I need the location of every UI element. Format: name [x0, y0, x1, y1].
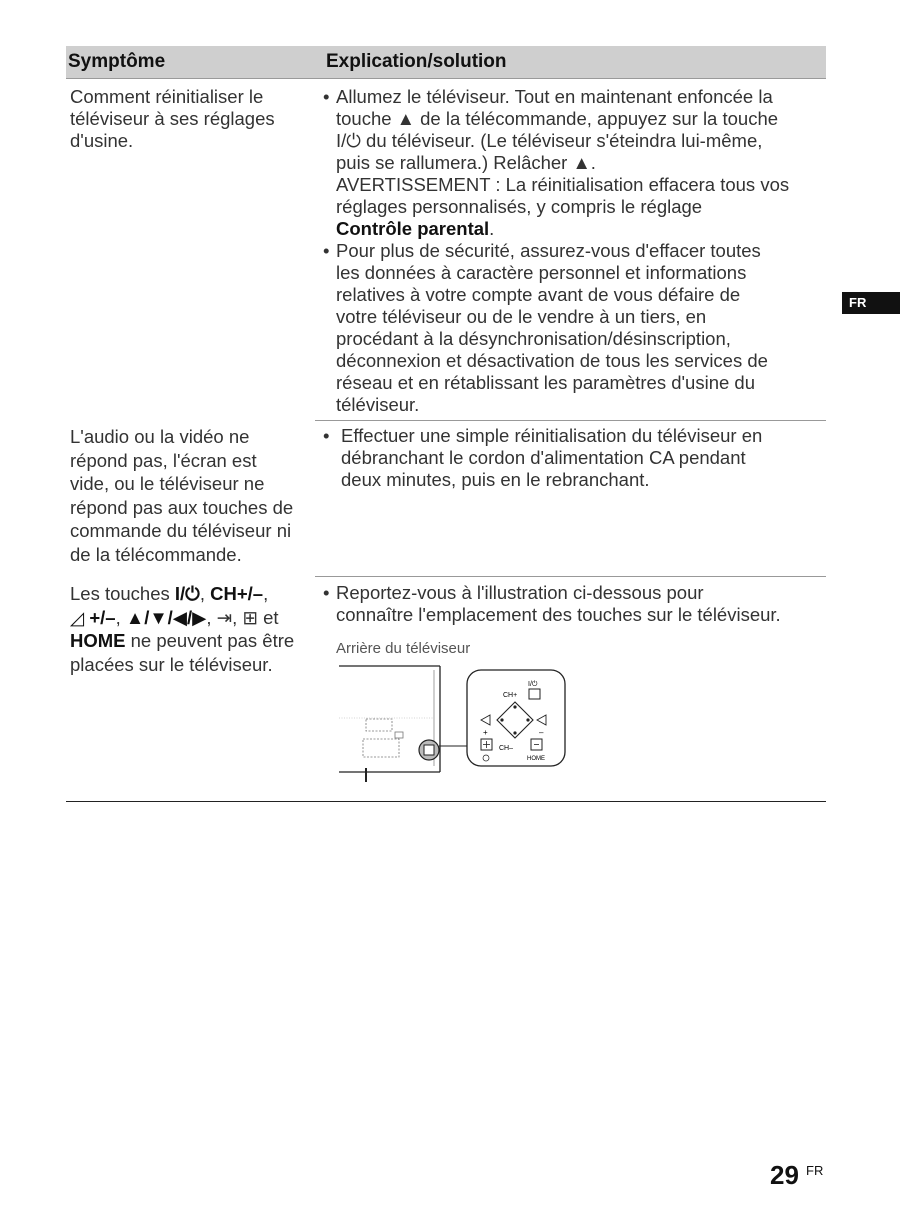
text-line: téléviseur à ses réglages: [70, 108, 275, 129]
text-line: d'usine.: [70, 130, 134, 151]
volume-key-label: ◿ +/–: [70, 606, 116, 628]
row1-symptom: [70, 86, 315, 152]
table-bottom-rule: [66, 801, 826, 802]
text-run: ,: [263, 583, 269, 604]
ch-key-label: CH+/–: [210, 583, 264, 604]
arrow-keys-label: ▲/▼/◀/▶: [125, 606, 207, 628]
text-line: [70, 582, 315, 606]
text-line: [70, 629, 315, 653]
power-label: I/⏻: [528, 681, 538, 688]
text-line: • Allumez le téléviseur. Tout en maintenant enfoncée la: [336, 86, 773, 107]
row2-explanation: [323, 425, 828, 491]
text-line: de la télécommande.: [70, 543, 242, 565]
text-line: [336, 218, 828, 240]
header-symptom: Symptôme: [68, 51, 166, 72]
text-line: procédant à la désynchronisation/désinscription,: [336, 328, 731, 349]
text-line: • Reportez-vous à l'illustration ci-dessous pour: [336, 582, 704, 603]
bullet-item: [323, 240, 828, 416]
row3-explanation: [323, 582, 828, 626]
text-line: • Pour plus de sécurité, assurez-vous d'effacer toutes: [336, 240, 761, 261]
text-line: relatives à votre compte avant de vous défaire de: [336, 284, 741, 305]
power-button-icon: [529, 689, 540, 699]
language-tab: [842, 292, 900, 314]
text-run: Les touches: [70, 583, 175, 604]
vol-plus-label: +: [483, 728, 488, 737]
text-line: connaître l'emplacement des touches sur le téléviseur.: [336, 604, 781, 625]
text-line: les données à caractère personnel et informations: [336, 262, 747, 283]
text-line: I/⏻ du téléviseur. (Le téléviseur s'éteindra lui-même,: [336, 130, 763, 151]
tv-rear-diagram: [333, 662, 568, 790]
text-line: placées sur le téléviseur.: [70, 653, 273, 675]
text-line: répond pas aux touches de: [70, 496, 294, 518]
zoom-indicator: [419, 740, 467, 760]
ch-minus-label: CH–: [499, 745, 514, 752]
text-line: vide, ou le téléviseur ne: [70, 473, 265, 494]
text-line: réseau et en rétablissant les paramètres d'usine du: [336, 372, 755, 393]
home-key-label: HOME: [70, 630, 126, 651]
text-run: ,: [115, 606, 126, 628]
text-line: touche ▲ de la télécommande, appuyez sur la touche: [336, 108, 779, 129]
table-header: [66, 46, 826, 79]
vol-minus-label: –: [539, 728, 544, 737]
text-line: deux minutes, puis en le rebranchant.: [341, 469, 650, 490]
power-key-label: I/⏻: [174, 583, 200, 604]
bullet-item: [323, 86, 828, 240]
home-label: HOME: [527, 756, 545, 762]
bullet-item: [323, 425, 828, 491]
text-line: puis se rallumera.) Relâcher ▲.: [336, 152, 596, 173]
text-line: votre téléviseur ou de le vendre à un tiers, en: [336, 306, 707, 327]
row-divider: [315, 576, 826, 577]
text-line: [70, 606, 315, 630]
header-explanation: Explication/solution: [326, 51, 507, 72]
row-divider: [315, 420, 826, 421]
punct: .: [489, 218, 495, 239]
row1-explanation: [323, 86, 828, 416]
page-language-suffix: FR: [806, 1163, 824, 1178]
text-line: téléviseur.: [336, 394, 420, 415]
text-line: L'audio ou la vidéo ne: [70, 426, 250, 447]
text-line: • Effectuer une simple réinitialisation du téléviseur en: [341, 425, 763, 446]
text-line: AVERTISSEMENT : La réinitialisation effacera tous vos: [336, 174, 790, 195]
ch-plus-label: CH+: [503, 692, 518, 699]
bold-setting-name: Contrôle parental: [336, 218, 490, 239]
bullet-item: [323, 582, 828, 626]
text-line: Comment réinitialiser le: [70, 86, 264, 107]
button-panel-callout: [467, 670, 565, 766]
row2-symptom: [70, 425, 315, 566]
tv-rear-body: [339, 666, 440, 782]
text-line: déconnexion et désactivation de tous les services de: [336, 350, 768, 371]
text-run: ,: [199, 583, 211, 604]
text-line: débranchant le cordon d'alimentation CA pendant: [341, 447, 746, 468]
text-line: répond pas, l'écran est: [70, 449, 257, 471]
diagram-caption: Arrière du téléviseur: [336, 640, 471, 657]
row3-symptom: [70, 582, 315, 676]
language-tab-label: FR: [849, 295, 867, 310]
text-line: réglages personnalisés, y compris le réglage: [336, 196, 703, 217]
text-run: , ⇥, ⊞ et: [206, 606, 279, 628]
text-run: ne peuvent pas être: [125, 630, 295, 651]
page-number: 29: [770, 1160, 799, 1190]
text-line: commande du téléviseur ni: [70, 520, 292, 541]
